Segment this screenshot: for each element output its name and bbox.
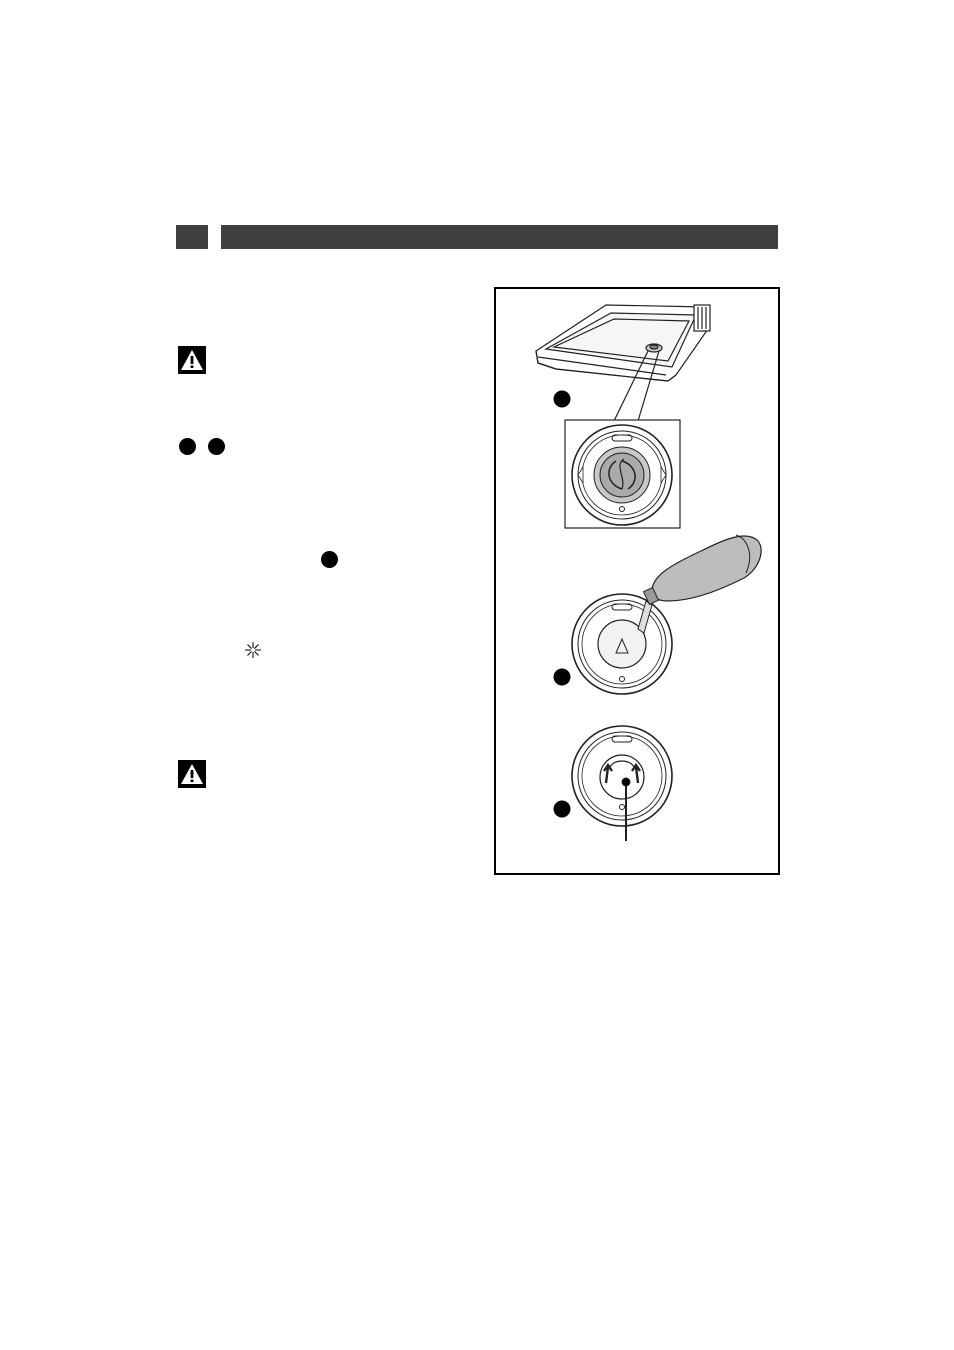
salt-container-illustration [496, 289, 778, 873]
step-bullet-icon [554, 801, 571, 818]
warning-triangle-icon [178, 760, 206, 788]
header-page-block [176, 225, 208, 249]
salt-cap-zoom [565, 420, 680, 528]
salt-cap-closing-drawing [572, 726, 672, 841]
step-bullet-icon [179, 438, 196, 455]
step-bullet-icon [554, 669, 571, 686]
frost-snowflake-icon [244, 641, 262, 659]
step-bullet-icon [208, 438, 225, 455]
header-title-bar [221, 225, 778, 249]
illustration-frame [494, 287, 780, 875]
warning-triangle-icon [178, 346, 206, 374]
step-bullet-icon [321, 551, 338, 568]
step-bullet-icon [554, 391, 571, 408]
salt-refill-drawing [572, 535, 761, 694]
